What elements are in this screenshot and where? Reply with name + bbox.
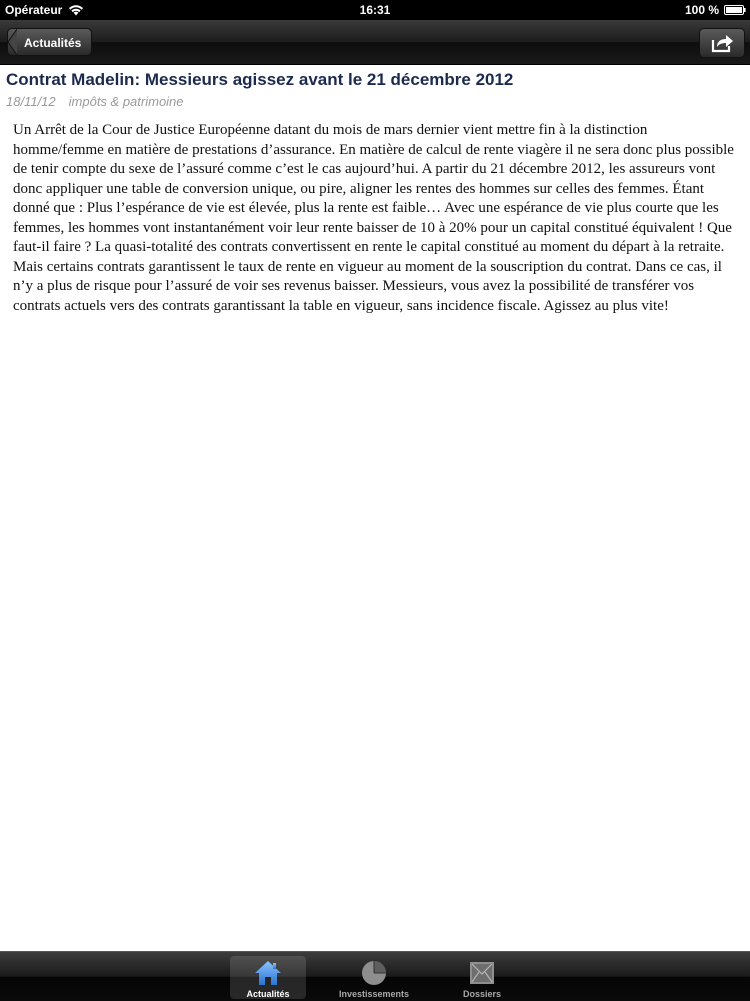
tab-bar xyxy=(0,951,750,1001)
back-button-label: Actualités xyxy=(24,36,82,50)
tab-actualites-label: Actualités xyxy=(246,989,290,999)
navigation-bar xyxy=(0,20,750,65)
pie-chart-icon xyxy=(360,959,388,987)
tab-dossiers-label: Dossiers xyxy=(462,989,502,999)
battery-info xyxy=(685,3,746,17)
battery-percent: 100 % xyxy=(684,3,719,17)
article-meta xyxy=(0,90,750,109)
article xyxy=(0,65,750,314)
status-time: 16:31 xyxy=(359,3,391,17)
article-body: Un Arrêt de la Cour de Justice Européenne datant du mois de mars dernier vient mettre fin à la distinction homme/femme en matière de prestations d’assurance. En matière de calcul de rente viagère il ne sera donc plus possible de tenir compte du sexe de l’assuré comme c’est le cas aujourd’hui. A partir du 21 décembre 2012, les assureurs vont donc appliquer une table de conversion unique, ou pire, aligner les rentes des hommes sur celles des femmes. Étant donné que : Plus l’espérance de vie est élevée, plus la rente est faible… Avec une espérance de vie plus courte que les femmes, les hommes vont instantanément voir leur rente baisser de 10 à 20% pour un capital constitué équivalent ! Que faut-il faire ? La quasi-totalité des contrats convertissent en rente le capital constitué au moment du départ à la retraite. Mais certains contrats garantissent le taux de rente en vigueur au moment de la souscription du contrat. Dans ce cas, il n’y a plus de risque pour l’assuré de voir ses revenus baisser. Messieurs, vous avez la possibilité de transférer vos contrats actuels vers des contrats garantissant la table en vigueur, sans incidence fiscale. Agissez au plus vite! xyxy=(13,122,734,314)
back-button[interactable] xyxy=(7,28,92,56)
share-button[interactable] xyxy=(699,28,745,58)
back-arrow-icon xyxy=(7,29,17,55)
envelope-icon xyxy=(468,959,496,987)
tab-investissements[interactable] xyxy=(336,956,412,999)
tab-investissements-label: Investissements xyxy=(338,989,410,999)
article-date: 18/11/12 xyxy=(6,94,56,109)
article-category: impôts & patrimoine xyxy=(68,94,184,109)
carrier-name: Opérateur xyxy=(5,3,63,17)
battery-icon xyxy=(724,5,746,15)
status-bar xyxy=(0,0,750,20)
share-icon xyxy=(710,33,734,53)
article-title: Contrat Madelin: Messieurs agissez avant le 21 décembre 2012 xyxy=(6,70,514,89)
tab-dossiers[interactable] xyxy=(444,956,520,999)
tab-actualites[interactable] xyxy=(230,956,306,999)
home-icon xyxy=(254,959,282,987)
